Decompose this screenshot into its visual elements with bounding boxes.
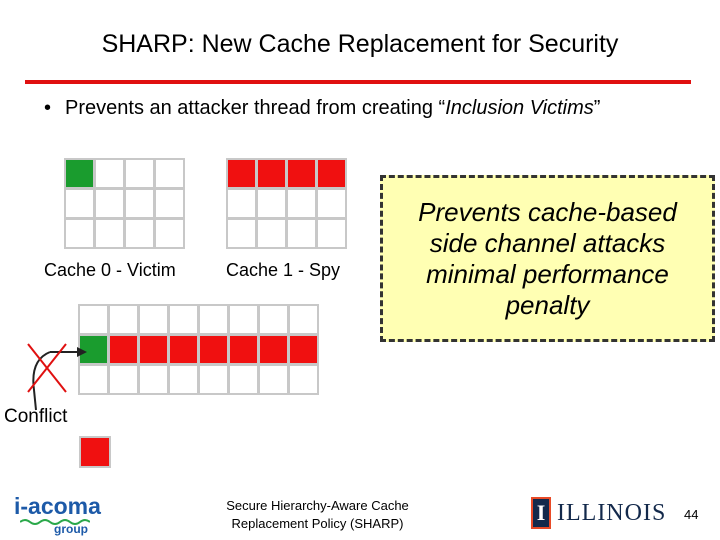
empty-cache-line (170, 306, 197, 333)
footer-caption (210, 497, 425, 533)
empty-cache-line (260, 306, 287, 333)
spy-cache-line (258, 160, 285, 187)
empty-cache-line (156, 160, 183, 187)
empty-cache-line (156, 220, 183, 247)
bullet-text-start: Prevents an attacker thread from creating “ (65, 97, 446, 119)
empty-cache-line (96, 190, 123, 217)
spy-cache-line (318, 160, 345, 187)
block-i-icon: I (531, 497, 551, 529)
spy-cache-line (140, 336, 167, 363)
cache-1-label: Cache 1 - Spy (226, 260, 341, 280)
empty-cache-line (288, 190, 315, 217)
empty-cache-line (290, 306, 317, 333)
spy-cache-line (288, 160, 315, 187)
empty-cache-line (110, 366, 137, 393)
acoma-logo-group: group (54, 522, 88, 536)
empty-cache-line (288, 220, 315, 247)
empty-cache-line (110, 306, 137, 333)
page-number: 44 (684, 507, 699, 522)
bullet-marker: • (44, 97, 52, 119)
bullet-text-end: ” (593, 97, 601, 119)
footer-line-1: Secure Hierarchy-Aware Cache (226, 498, 409, 513)
callout-box (380, 175, 715, 342)
bullet-text-italic: Inclusion Victims (445, 97, 594, 119)
victim-cache-line (66, 160, 93, 187)
incoming-cache-line (79, 436, 111, 468)
empty-cache-line (96, 220, 123, 247)
empty-cache-line (126, 190, 153, 217)
empty-cache-line (230, 366, 257, 393)
empty-cache-line (140, 366, 167, 393)
empty-cache-line (66, 190, 93, 217)
spy-cache-line (228, 160, 255, 187)
bullet-point (44, 97, 600, 120)
empty-cache-line (290, 366, 317, 393)
acoma-logo-word: i-acoma (14, 493, 101, 519)
illinois-logo-word: ILLINOIS (557, 499, 667, 526)
empty-cache-line (140, 306, 167, 333)
i-acoma-logo (14, 493, 101, 536)
empty-cache-line (80, 306, 107, 333)
slide-title: SHARP: New Cache Replacement for Security (101, 30, 619, 58)
title-underline (25, 80, 691, 84)
empty-cache-line (170, 366, 197, 393)
empty-cache-line (66, 220, 93, 247)
illinois-logo (531, 497, 666, 529)
empty-cache-line (96, 160, 123, 187)
spy-cache-line (260, 336, 287, 363)
empty-cache-line (230, 306, 257, 333)
cache-0-label: Cache 0 - Victim (44, 260, 176, 280)
cache-0-grid (64, 158, 185, 249)
spy-cache-line (290, 336, 317, 363)
empty-cache-line (228, 220, 255, 247)
empty-cache-line (126, 220, 153, 247)
empty-cache-line (258, 220, 285, 247)
empty-cache-line (126, 160, 153, 187)
shared-cache-grid (78, 304, 319, 395)
callout-text: Prevents cache-based side channel attacks minimal performance penalty (418, 196, 677, 320)
spy-cache-line (230, 336, 257, 363)
empty-cache-line (318, 220, 345, 247)
empty-cache-line (318, 190, 345, 217)
empty-cache-line (258, 190, 285, 217)
conflict-label: Conflict (4, 406, 68, 427)
spy-cache-line (170, 336, 197, 363)
footer-line-2: Replacement Policy (SHARP) (231, 516, 404, 531)
empty-cache-line (156, 190, 183, 217)
empty-cache-line (200, 306, 227, 333)
empty-cache-line (200, 366, 227, 393)
cache-1-grid (226, 158, 347, 249)
spy-cache-line (200, 336, 227, 363)
empty-cache-line (260, 366, 287, 393)
spy-cache-line (110, 336, 137, 363)
empty-cache-line (228, 190, 255, 217)
